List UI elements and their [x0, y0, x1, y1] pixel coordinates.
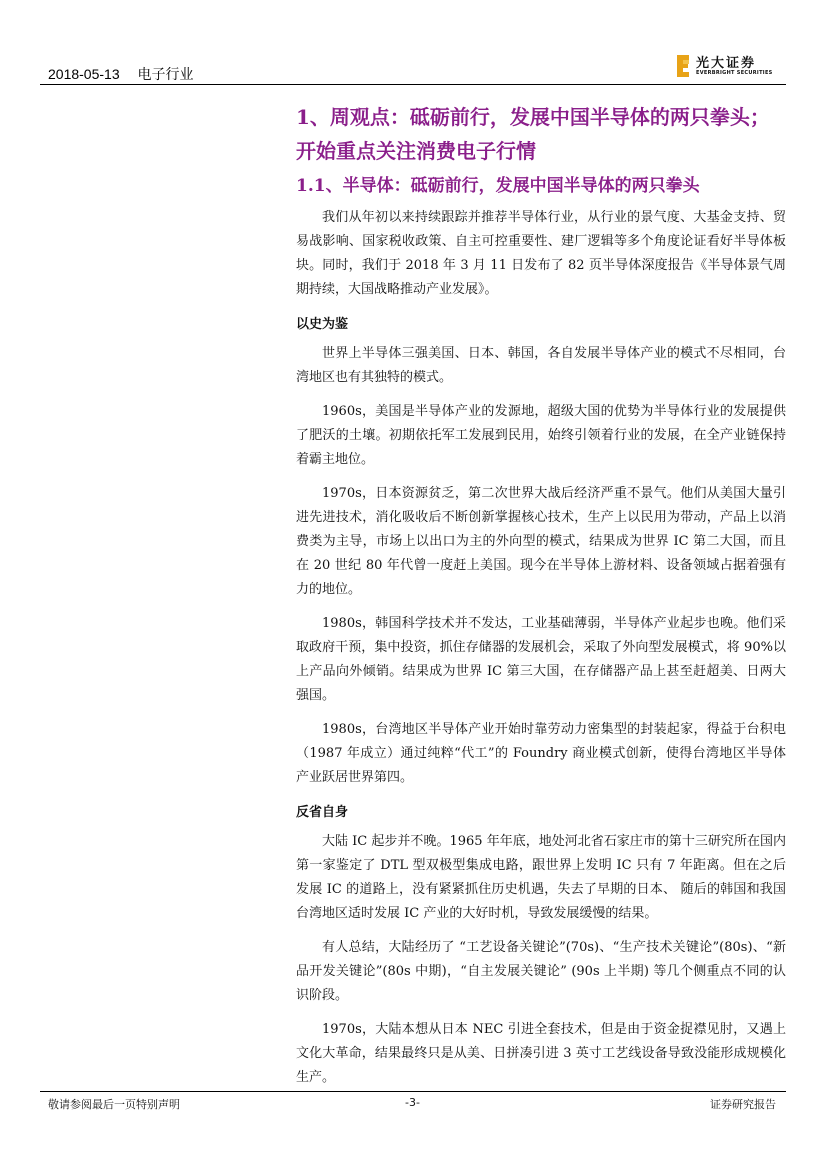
paragraph-usa: 1960s，美国是半导体产业的发源地，超级大国的优势为半导体行业的发展提供了肥沃的土壤。初期依托军工发展到民用，始终引领着行业的发展，在全产业链保持着霸主地位。 — [296, 404, 786, 467]
company-logo — [676, 52, 776, 82]
paragraph-stages: 有人总结，大陆经历了 “工艺设备关键论”(70s)、“生产技术关键论”(80s)、“新品开发关键论”(80s 中期)，“自主发展关键论” (90s 上半期) 等几个侧重点不同的认识阶段。 — [296, 940, 786, 1003]
header-meta — [48, 64, 194, 84]
heading-self-reflection: 反省自身 — [296, 805, 349, 820]
industry-label: 电子行业 — [137, 66, 194, 82]
subsection-title: 1.1、半导体：砥砺前行，发展中国半导体的两只拳头 — [296, 176, 700, 196]
paragraph-nec: 1970s，大陆本想从日本 NEC 引进全套技术，但是由于资金捉襟见肘，又遇上文化大革命，结果最终只是从美、日拼凑引进 3 英寸工艺线设备导致没能形成规模化生产。 — [296, 1022, 786, 1085]
paragraph-japan: 1970s，日本资源贫乏，第二次世界大战后经济严重不景气。他们从美国大量引进先进技术，消化吸收后不断创新掌握核心技术，生产上以民用为带动，产品上以消费类为主导，市场上以出口为主的外向型的模式，结果成为世界 IC 第二大国，而且在 20 世纪 80 年代曾一度赶上美国。现今在半导体上游材料、设备领域占据着强有力的地位。 — [296, 486, 786, 597]
paragraph-three-powers: 世界上半导体三强美国、日本、韩国，各自发展半导体产业的模式不尽相同，台湾地区也有其独特的模式。 — [296, 346, 786, 385]
paragraph-korea: 1980s，韩国科学技术并不发达，工业基础薄弱，半导体产业起步也晚。他们采取政府干预，集中投资，抓住存储器的发展机会，采取了外向型发展模式，将 90%以上产品向外倾销。结果成为世界 IC 第三大国，在存储器产品上甚至赶超美、日两大强国。 — [296, 616, 786, 703]
page-footer — [40, 1096, 786, 1116]
paragraph-mainland-start: 大陆 IC 起步并不晚。1965 年年底，地处河北省石家庄市的第十三研究所在国内第一家鉴定了 DTL 型双极型集成电路，跟世界上发明 IC 只有 7 年距离。但在之后发展 IC 的道路上，没有紧紧抓住历史机遇，失去了早期的日本、 随后的韩国和我国台湾地区适时发展 IC 产业的大好时机，导致发展缓慢的结果。 — [296, 834, 786, 921]
header-divider — [40, 84, 786, 85]
footer-doc-type: 证券研究报告 — [710, 1098, 776, 1111]
heading-history: 以史为鉴 — [296, 317, 349, 332]
paragraph-taiwan: 1980s，台湾地区半导体产业开始时靠劳动力密集型的封装起家，得益于台积电（1987 年成立）通过纯粹“代工”的 Foundry 商业模式创新，使得台湾地区半导体产业跃居世界第四。 — [296, 722, 786, 785]
section-title: 1、周观点：砥砺前行，发展中国半导体的两只拳头；开始重点关注消费电子行情 — [296, 105, 770, 163]
everbright-logo-icon — [676, 54, 690, 78]
logo-chinese-name: 光大证券 — [696, 56, 757, 71]
footer-disclaimer: 敬请参阅最后一页特别声明 — [48, 1098, 180, 1111]
page-number: -3- — [405, 1096, 420, 1109]
logo-english-name: EVERBRIGHT SECURITIES — [696, 70, 773, 76]
main-content — [296, 100, 786, 1090]
footer-divider — [40, 1091, 786, 1092]
intro-paragraph: 我们从年初以来持续跟踪并推荐半导体行业，从行业的景气度、大基金支持、贸易战影响、国家税收政策、自主可控重要性、建厂逻辑等多个角度论证看好半导体板块。同时，我们于 2018 年 3 月 11 日发布了 82 页半导体深度报告《半导体景气周期持续，大国战略推动产业发展》。 — [296, 210, 786, 297]
report-date: 2018-05-13 — [48, 66, 120, 82]
page-header — [40, 50, 786, 84]
